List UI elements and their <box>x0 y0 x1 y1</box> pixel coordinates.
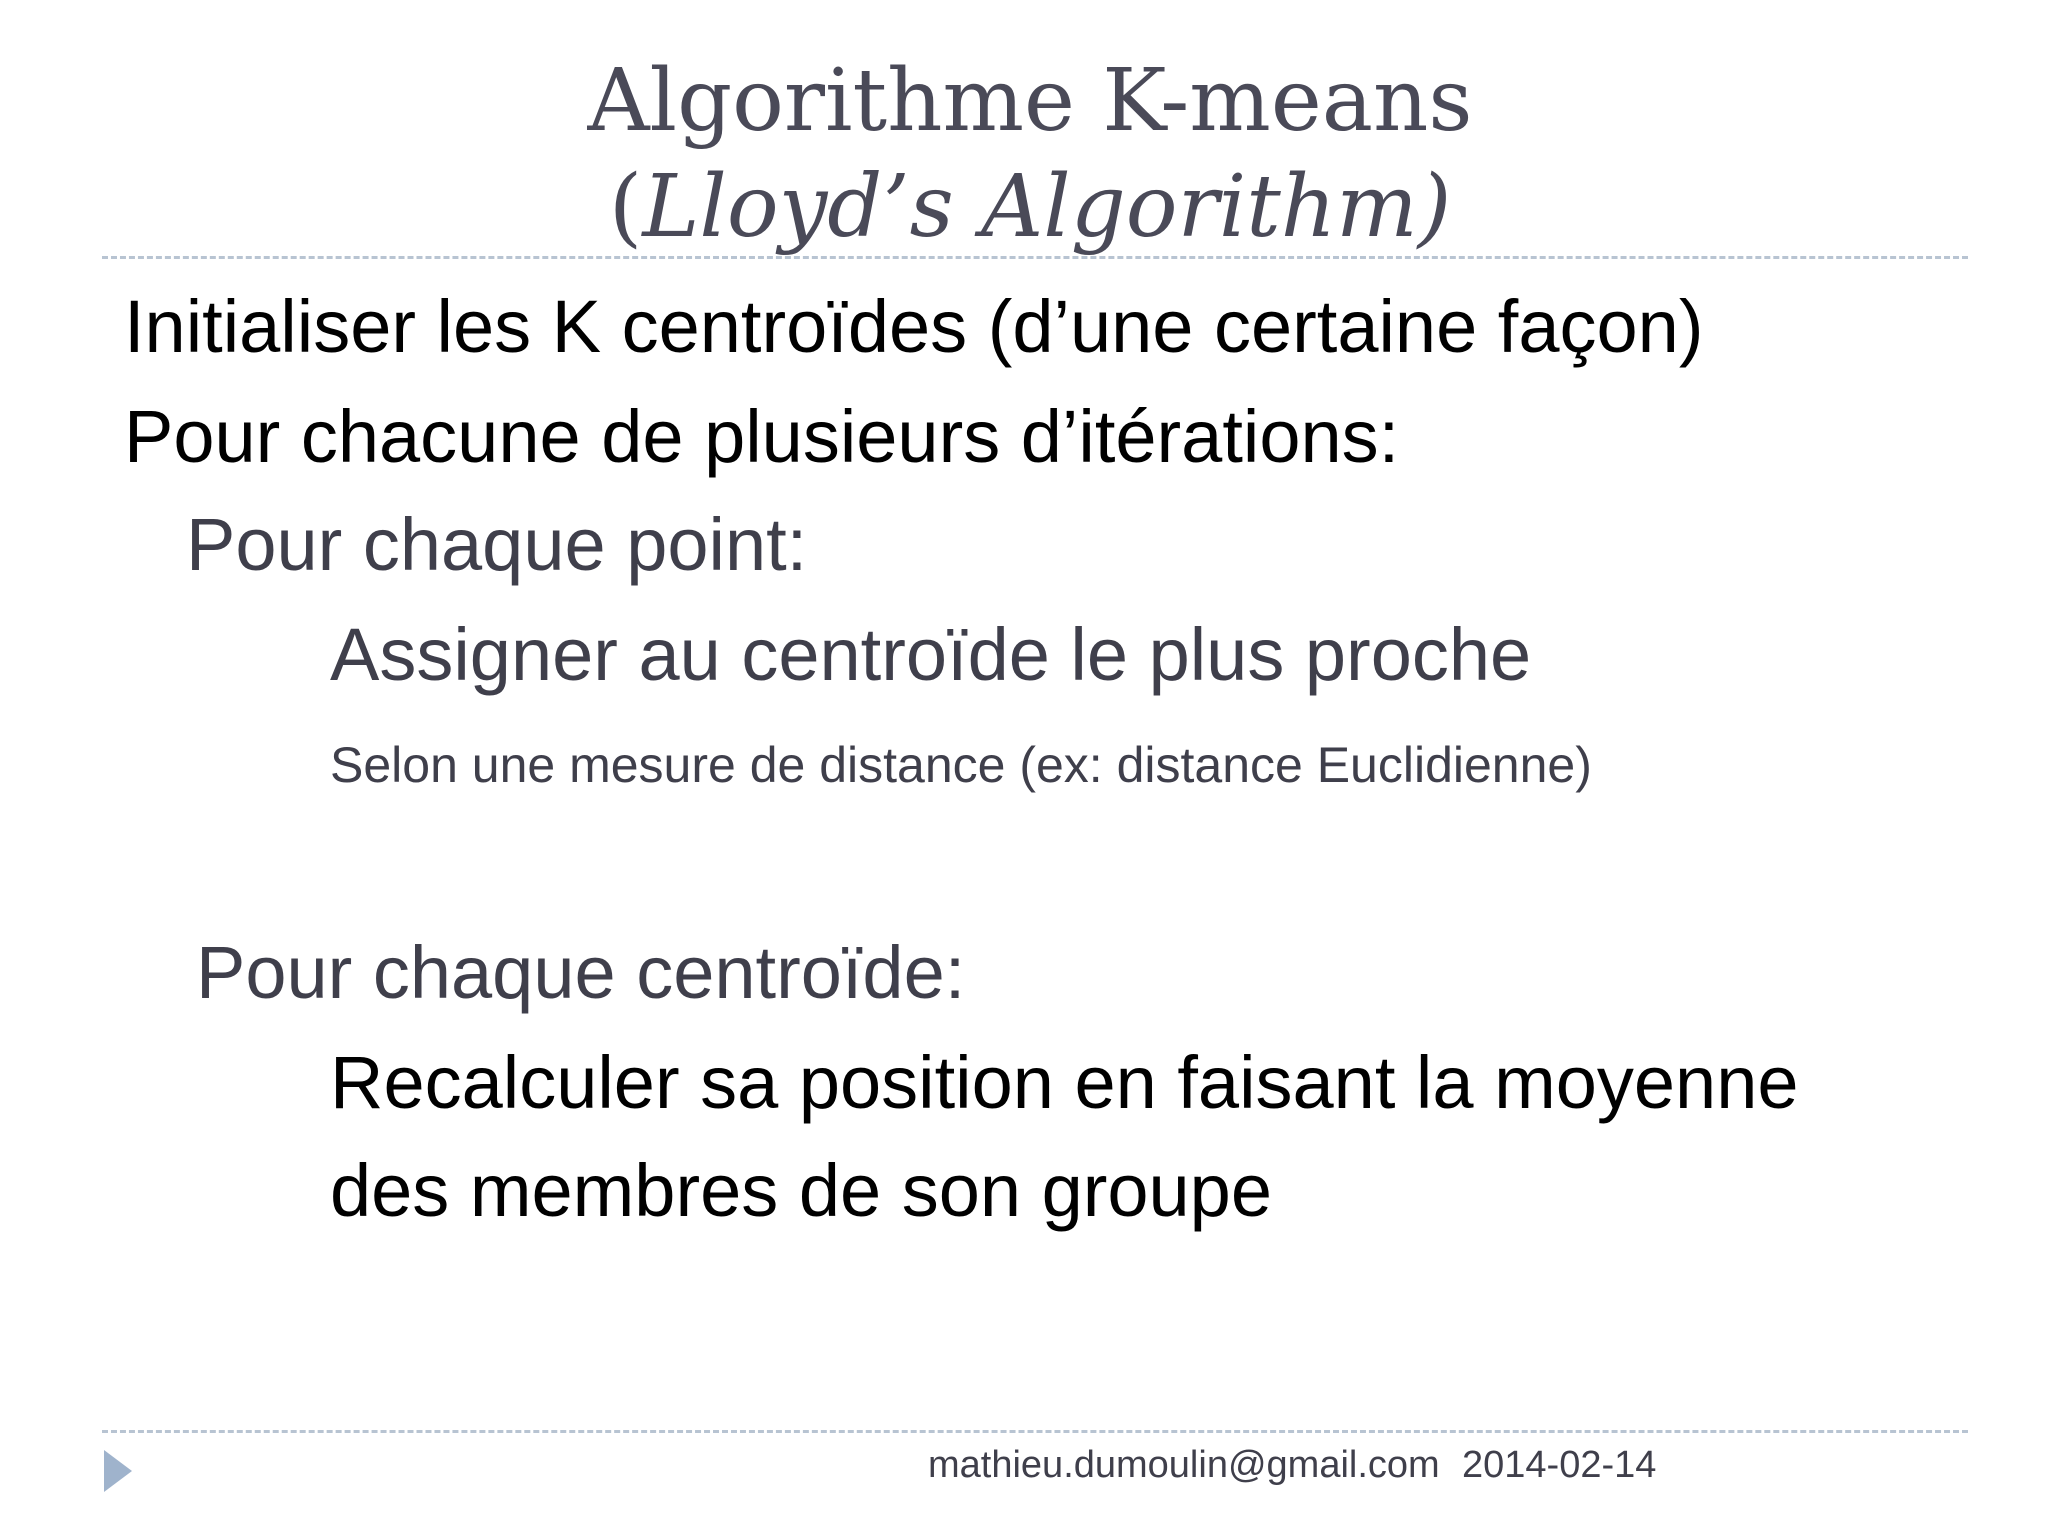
step-for-each-point: Pour chaque point: <box>186 503 808 586</box>
step-iterations: Pour chacune de plusieurs d’itérations: <box>124 395 1400 478</box>
step-recompute-line-1: Recalculer sa position en faisant la moyenne <box>330 1041 1799 1124</box>
slide-title <box>0 48 2048 260</box>
title-line-1: Algorithme K-means <box>587 51 1473 151</box>
step-recompute-line-2: des membres de son groupe <box>330 1149 1272 1232</box>
step-initialize: Initialiser les K centroïdes (d’une certaine façon) <box>124 285 1704 368</box>
top-divider <box>102 256 1968 259</box>
step-assign: Assigner au centroïde le plus proche <box>330 613 1532 696</box>
bottom-divider <box>102 1430 1968 1433</box>
footer-email: mathieu.dumoulin@gmail.com <box>928 1444 1440 1486</box>
title-italic: Lloyd’s Algorithm) <box>642 157 1452 257</box>
title-paren: ( <box>608 157 643 257</box>
footer-date: 2014-02-14 <box>1462 1444 1657 1486</box>
step-distance-note: Selon une mesure de distance (ex: distance Euclidienne) <box>330 737 1592 793</box>
play-triangle-icon <box>104 1450 132 1492</box>
title-line-2 <box>0 154 2048 260</box>
step-for-each-centroid: Pour chaque centroïde: <box>196 931 966 1014</box>
